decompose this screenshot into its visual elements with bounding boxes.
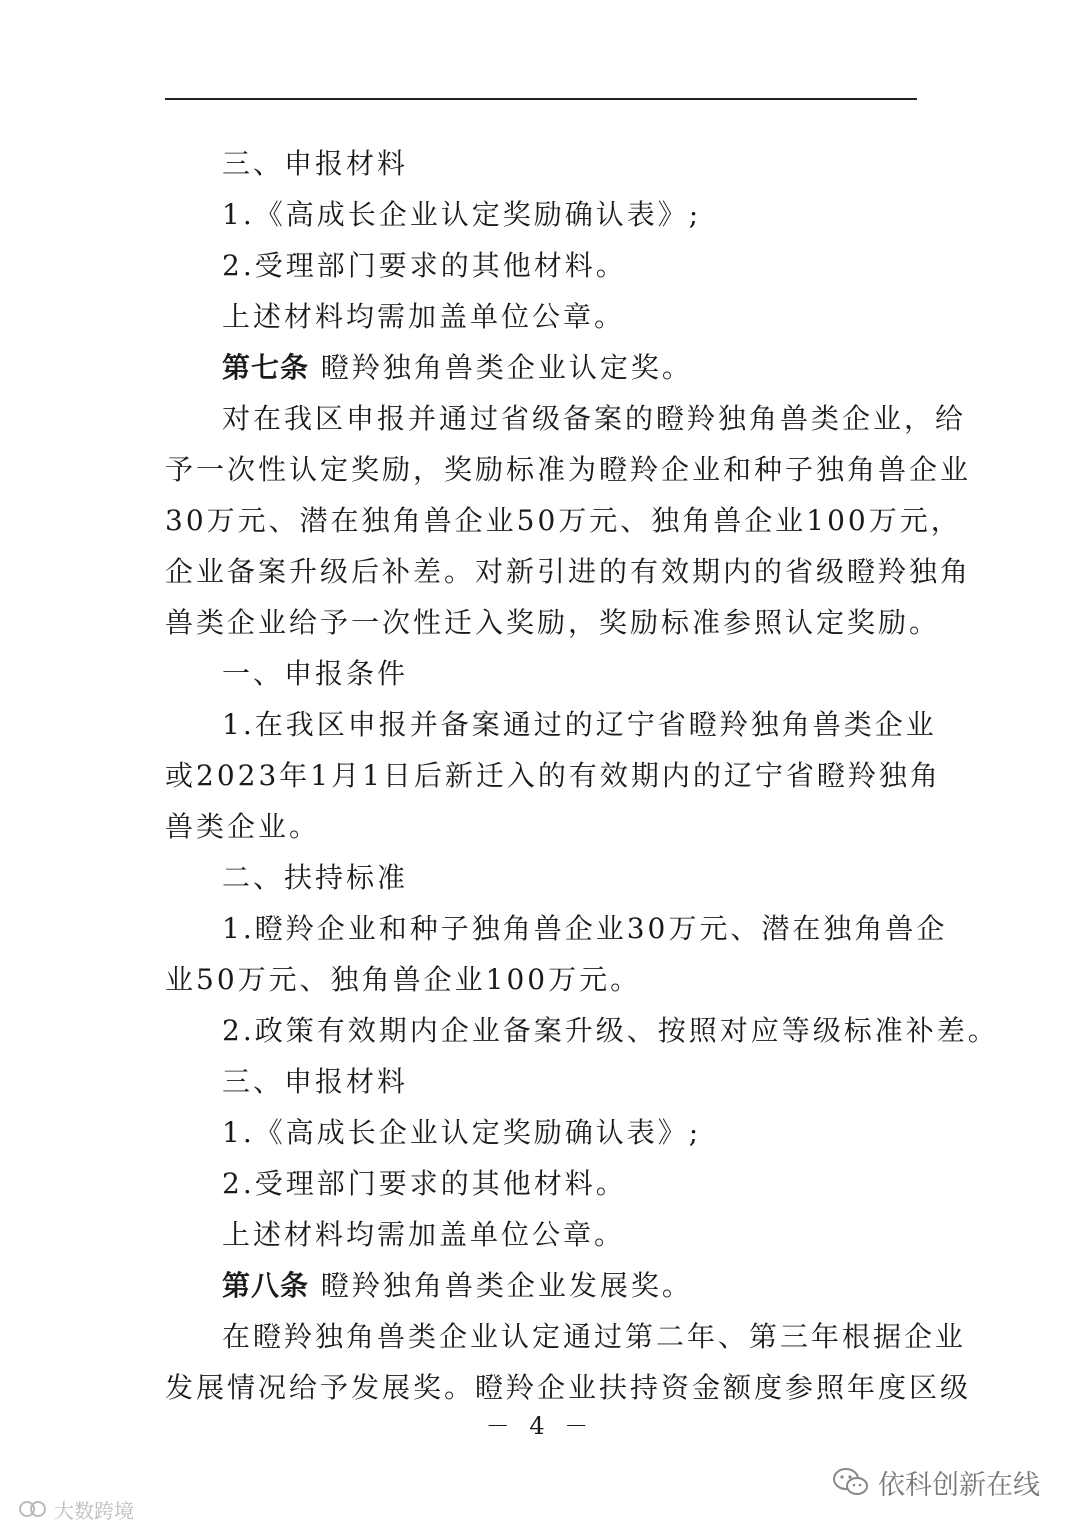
- text-line: 对在我区申报并通过省级备案的瞪羚独角兽类企业，给: [222, 402, 967, 435]
- text-line: 二、扶持标准: [222, 861, 409, 894]
- article-heading: [165, 342, 917, 393]
- page-number: － 4 －: [485, 1412, 595, 1440]
- wechat-icon: [832, 1466, 870, 1498]
- article-number: 第八条: [222, 1269, 310, 1302]
- text-line: 1.在我区申报并备案通过的辽宁省瞪羚独角兽类企业: [222, 708, 937, 741]
- text-line: 2.受理部门要求的其他材料。: [222, 1167, 627, 1200]
- watermark-left-text: 大数跨境: [54, 1498, 134, 1523]
- text-line: 兽类企业给予一次性迁入奖励，奖励标准参照认定奖励。: [165, 606, 941, 639]
- article-name: 瞪羚独角兽类企业发展奖。: [320, 1269, 693, 1302]
- text-line: 2.受理部门要求的其他材料。: [222, 249, 627, 282]
- document-body: [165, 138, 999, 1413]
- brand-logo-icon: [18, 1498, 48, 1520]
- text-line: 三、申报材料: [222, 147, 409, 180]
- text-line: 予一次性认定奖励，奖励标准为瞪羚企业和种子独角兽企业: [165, 453, 972, 486]
- text-line: 三、申报材料: [222, 1065, 409, 1098]
- text-line: 企业备案升级后补差。对新引进的有效期内的省级瞪羚独角: [165, 555, 972, 588]
- watermark-right-text: 依科创新在线: [878, 1469, 1040, 1501]
- text-line: 2.政策有效期内企业备案升级、按照对应等级标准补差。: [222, 1014, 999, 1047]
- text-line: 发展情况给予发展奖。瞪羚企业扶持资金额度参照年度区级: [165, 1371, 972, 1404]
- text-line: 30万元、潜在独角兽企业50万元、独角兽企业100万元，: [165, 504, 962, 537]
- text-line: 1.瞪羚企业和种子独角兽企业30万元、潜在独角兽企: [222, 912, 948, 945]
- article-heading: [165, 1260, 917, 1311]
- text-line: 上述材料均需加盖单位公章。: [222, 1218, 626, 1251]
- article-name: 瞪羚独角兽类企业认定奖。: [320, 351, 693, 384]
- text-line: 或2023年1月1日后新迁入的有效期内的辽宁省瞪羚独角: [165, 759, 941, 792]
- text-line: 兽类企业。: [165, 810, 321, 843]
- text-line: 1.《高成长企业认定奖励确认表》;: [222, 198, 702, 231]
- text-line: 1.《高成长企业认定奖励确认表》;: [222, 1116, 702, 1149]
- text-line: 上述材料均需加盖单位公章。: [222, 300, 626, 333]
- watermark-brand: [18, 1495, 134, 1523]
- text-line: 一、申报条件: [222, 657, 409, 690]
- text-line: 业50万元、独角兽企业100万元。: [165, 963, 642, 996]
- text-line: 在瞪羚独角兽类企业认定通过第二年、第三年根据企业: [222, 1320, 967, 1353]
- article-number: 第七条: [222, 351, 310, 384]
- header-rule: [165, 98, 917, 100]
- watermark-wechat: [832, 1462, 1040, 1502]
